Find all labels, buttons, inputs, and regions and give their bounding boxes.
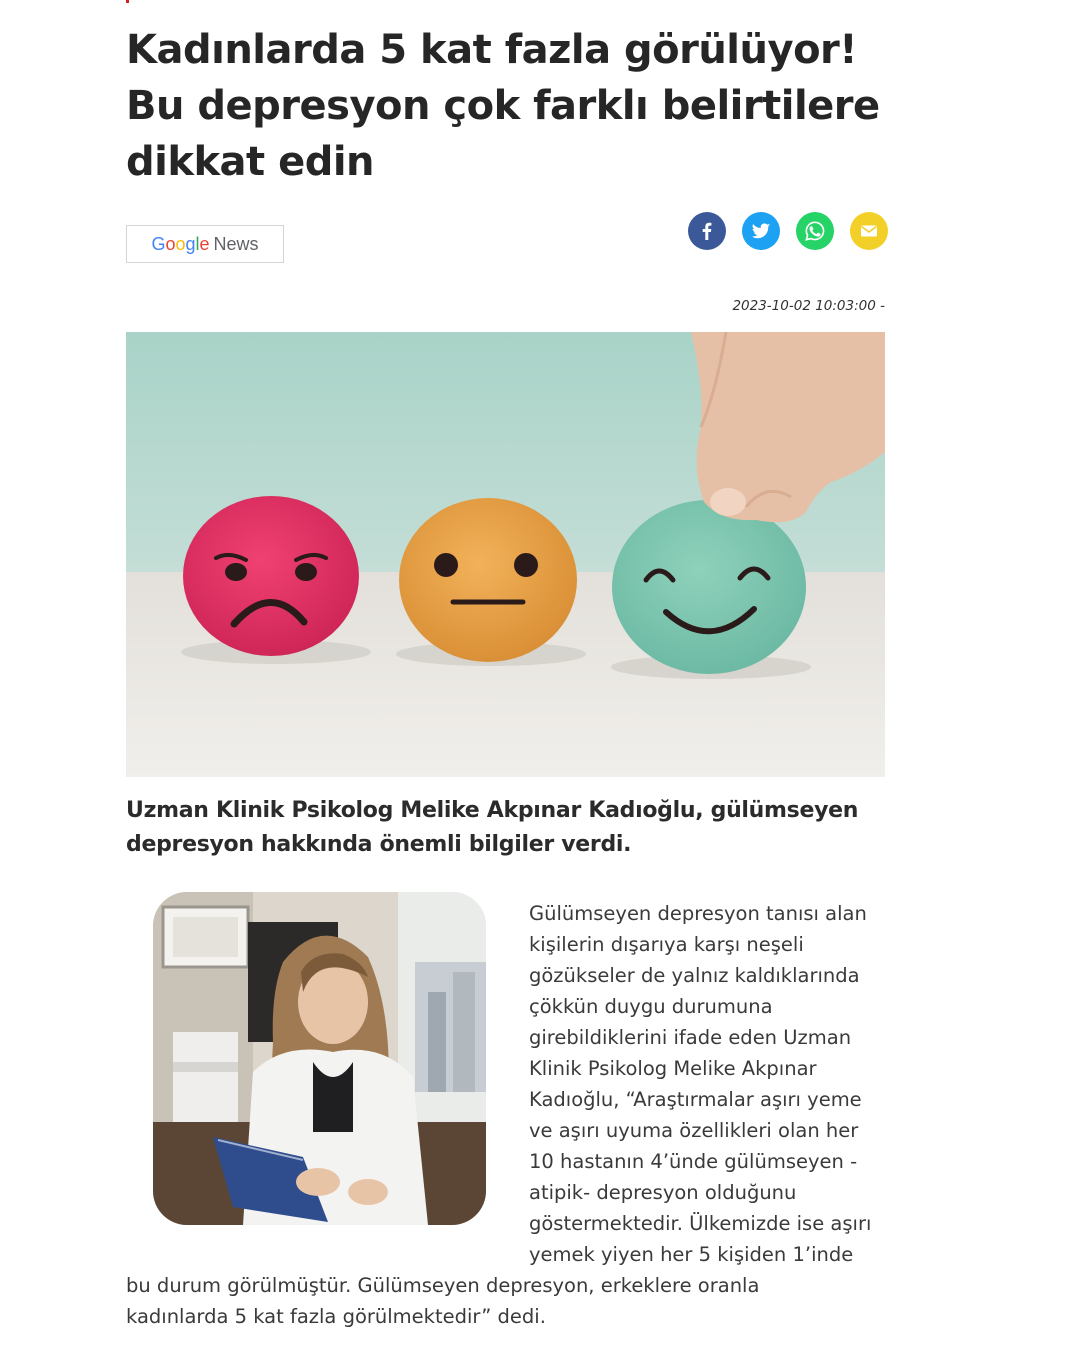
google-letter: g bbox=[185, 233, 196, 254]
google-letter: G bbox=[151, 233, 166, 254]
author-portrait bbox=[153, 892, 486, 1225]
google-letter: l bbox=[195, 233, 200, 254]
body-text-line: yemek yiyen her 5 kişiden 1’inde bbox=[529, 1243, 854, 1266]
share-buttons bbox=[688, 212, 888, 250]
whatsapp-share-button[interactable] bbox=[796, 212, 834, 250]
google-letter: o bbox=[175, 233, 186, 254]
body-text-line: kadınlarda 5 kat fazla görülmektedir” dedi. bbox=[126, 1305, 546, 1328]
google-letter: e bbox=[199, 233, 210, 254]
google-letter: o bbox=[165, 233, 176, 254]
body-text-line: girebildiklerini ifade eden Uzman bbox=[529, 1026, 852, 1049]
body-text-line: Kadıoğlu, “Araştırmalar aşırı yeme bbox=[529, 1088, 862, 1111]
mail-icon bbox=[859, 221, 879, 241]
article-lead: Uzman Klinik Psikolog Melike Akpınar Kadıoğlu, gülümseyen depresyon hakkında önemli bilgiler verdi. bbox=[126, 798, 859, 857]
facebook-icon bbox=[697, 221, 717, 241]
twitter-icon bbox=[751, 221, 771, 241]
body-text-line: ve aşırı uyuma özellikleri olan her bbox=[529, 1119, 859, 1142]
body-text-line: bu durum görülmüştür. Gülümseyen depresyon, erkeklere oranla bbox=[126, 1274, 760, 1297]
publish-timestamp: 2023-10-02 10:03:00 - bbox=[732, 298, 885, 314]
google-logo bbox=[151, 234, 209, 255]
body-text-line: göstermektedir. Ülkemizde ise aşırı bbox=[529, 1212, 872, 1235]
email-share-button[interactable] bbox=[850, 212, 888, 250]
body-text-line: Gülümseyen depresyon tanısı alan bbox=[529, 902, 867, 925]
body-text-line: 10 hastanın 4’ünde gülümseyen - bbox=[529, 1150, 858, 1173]
article-title: Kadınlarda 5 kat fazla görülüyor! Bu depresyon çok farklı belirtilere dikkat edin bbox=[126, 27, 880, 185]
twitter-share-button[interactable] bbox=[742, 212, 780, 250]
happy-face bbox=[612, 500, 806, 674]
facebook-share-button[interactable] bbox=[688, 212, 726, 250]
body-text-line: gözükseler de yalnız kaldıklarında bbox=[529, 964, 860, 987]
accent-mark bbox=[126, 0, 129, 3]
hero-image bbox=[126, 332, 885, 777]
body-text-line: çökkün duygu durumuna bbox=[529, 995, 773, 1018]
body-text-line: Klinik Psikolog Melike Akpınar bbox=[529, 1057, 817, 1080]
whatsapp-icon bbox=[804, 220, 826, 242]
google-news-label: News bbox=[213, 233, 259, 254]
body-text-line: atipik- depresyon olduğunu bbox=[529, 1181, 797, 1204]
body-text-line: kişilerin dışarıya karşı neşeli bbox=[529, 933, 804, 956]
neutral-face bbox=[399, 498, 577, 662]
google-news-button[interactable] bbox=[126, 225, 284, 263]
sad-face bbox=[183, 496, 359, 656]
